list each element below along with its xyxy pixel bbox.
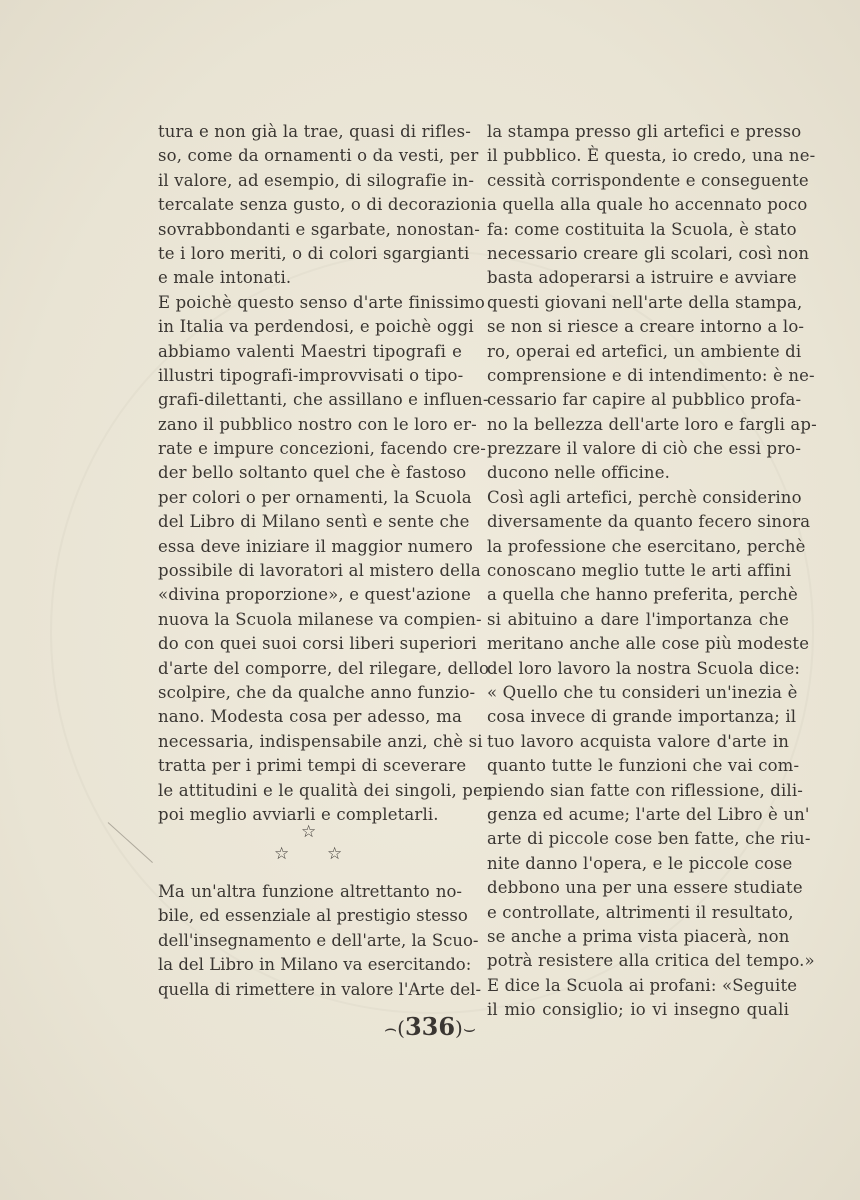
- left-text-column-continued: [158, 880, 482, 1002]
- text-line: piendo sian fatte con riflessione, dili-: [487, 780, 803, 800]
- text-line: tercalate senza gusto, o di decorazioni: [158, 195, 487, 215]
- text-line: per colori o per ornamenti, la Scuola: [158, 487, 472, 507]
- text-line: debbono una per una essere studiate: [487, 878, 803, 898]
- text-line: « Quello che tu consideri un'inezia è: [487, 682, 798, 702]
- text-line: rate e impure concezioni, facendo cre-: [158, 439, 486, 459]
- text-line: dell'insegnamento e dell'arte, la Scuo-: [158, 930, 479, 950]
- text-line: necessario creare gli scolari, così non: [487, 243, 810, 263]
- text-line: basta adoperarsi a istruire e avviare: [487, 268, 797, 288]
- text-line: la stampa presso gli artefici e presso: [487, 122, 802, 141]
- text-line: «divina proporzione», e quest'azione: [158, 585, 472, 605]
- text-line: il valore, ad esempio, di silografie in-: [158, 170, 475, 190]
- text-line: E poichè questo senso d'arte finissimo: [158, 292, 485, 312]
- text-line: nite danno l'opera, e le piccole cose: [487, 853, 793, 873]
- star-icon: ☆: [327, 844, 343, 864]
- text-line: so, come da ornamenti o da vesti, per: [158, 146, 479, 166]
- text-line: scolpire, che da qualche anno funzio-: [158, 682, 476, 702]
- text-line: il mio consiglio; io vi insegno quali: [487, 1000, 789, 1020]
- text-line: quella di rimettere in valore l'Arte del-: [158, 979, 482, 999]
- text-line: possibile di lavoratori al mistero della: [158, 561, 481, 581]
- text-line: E dice la Scuola ai profani: «Seguite: [487, 975, 798, 995]
- text-line: grafi-dilettanti, che assillano e influen-: [158, 390, 489, 410]
- text-line: poi meglio avviarli e completarli.: [158, 804, 439, 824]
- text-line: cessità corrispondente e conseguente: [487, 170, 809, 190]
- right-text-column: [487, 120, 817, 1022]
- text-line: no la bellezza dell'arte loro e fargli ap-: [487, 414, 817, 434]
- star-icon: ☆: [274, 844, 290, 864]
- text-line: il pubblico. È questa, io credo, una ne-: [487, 146, 816, 166]
- text-line: cosa invece di grande importanza; il: [487, 707, 797, 727]
- left-text-column: [158, 120, 491, 827]
- text-line: necessaria, indispensabile anzi, chè si: [158, 731, 483, 751]
- text-line: arte di piccole cose ben fatte, che riu-: [487, 829, 811, 849]
- text-line: nano. Modesta cosa per adesso, ma: [158, 707, 462, 727]
- folio-ornament-right: )⌣: [455, 1016, 477, 1040]
- text-line: comprensione e di intendimento: è ne-: [487, 365, 815, 385]
- text-line: in Italia va perdendosi, e poichè oggi: [158, 317, 474, 337]
- text-line: meritano anche alle cose più modeste: [487, 634, 810, 654]
- text-line: genza ed acume; l'arte del Libro è un': [487, 804, 810, 824]
- text-line: d'arte del comporre, del rilegare, dello: [158, 658, 490, 678]
- text-line: ro, operai ed artefici, un ambiente di: [487, 341, 802, 361]
- text-line: la del Libro in Milano va esercitando:: [158, 955, 472, 975]
- text-line: potrà resistere alla critica del tempo.»: [487, 951, 815, 971]
- text-line: Così agli artefici, perchè considerino: [487, 487, 802, 507]
- text-line: del loro lavoro la nostra Scuola dice:: [487, 658, 801, 678]
- folio-ornament-left: ⌢(: [383, 1016, 405, 1040]
- text-line: cessario far capire al pubblico profa-: [487, 390, 802, 410]
- text-line: bile, ed essenziale al prestigio stesso: [158, 906, 468, 926]
- text-line: conoscano meglio tutte le arti affini: [487, 561, 792, 581]
- text-line: quanto tutte le funzioni che vai com-: [487, 756, 800, 776]
- text-line: a quella che hanno preferita, perchè: [487, 585, 798, 605]
- text-line: prezzare il valore di ciò che essi pro-: [487, 439, 802, 459]
- text-line: tuo lavoro acquista valore d'arte in: [487, 731, 789, 751]
- text-line: Ma un'altra funzione altrettanto no-: [158, 882, 462, 901]
- text-line: tratta per i primi tempi di sceverare: [158, 756, 467, 776]
- text-line: si abituino a dare l'importanza che: [487, 609, 789, 629]
- text-line: diversamente da quanto fecero sinora: [487, 512, 811, 532]
- page-number: [0, 1012, 860, 1041]
- text-line: ducono nelle officine.: [487, 463, 671, 483]
- text-line: nuova la Scuola milanese va compien-: [158, 609, 482, 629]
- text-line: tura e non già la trae, quasi di rifles-: [158, 122, 472, 141]
- text-line: do con quei suoi corsi liberi superiori: [158, 634, 477, 654]
- text-line: illustri tipografi-improvvisati o tipo-: [158, 365, 464, 385]
- text-line: te i loro meriti, o di colori sgargianti: [158, 243, 470, 263]
- text-line: zano il pubblico nostro con le loro er-: [158, 414, 477, 434]
- section-ornament: [270, 822, 360, 867]
- text-line: le attitudini e le qualità dei singoli, per: [158, 780, 491, 800]
- text-line: la professione che esercitano, perchè: [487, 536, 806, 556]
- text-line: e male intonati.: [158, 268, 292, 288]
- text-line: essa deve iniziare il maggior numero: [158, 536, 473, 556]
- text-line: sovrabbondanti e sgarbate, nonostan-: [158, 219, 481, 239]
- text-line: se non si riesce a creare intorno a lo-: [487, 317, 805, 337]
- text-line: a quella alla quale ho accennato poco: [487, 195, 808, 215]
- text-line: fa: come costituita la Scuola, è stato: [487, 219, 797, 239]
- star-icon: ☆: [301, 822, 317, 842]
- text-line: e controllate, altrimenti il resultato,: [487, 902, 794, 922]
- text-line: del Libro di Milano sentì e sente che: [158, 512, 470, 532]
- text-line: der bello soltanto quel che è fastoso: [158, 463, 467, 483]
- text-line: se anche a prima vista piacerà, non: [487, 926, 790, 946]
- text-line: abbiamo valenti Maestri tipografi e: [158, 341, 462, 361]
- text-line: questi giovani nell'arte della stampa,: [487, 292, 803, 312]
- page-number-value: 336: [404, 1012, 456, 1041]
